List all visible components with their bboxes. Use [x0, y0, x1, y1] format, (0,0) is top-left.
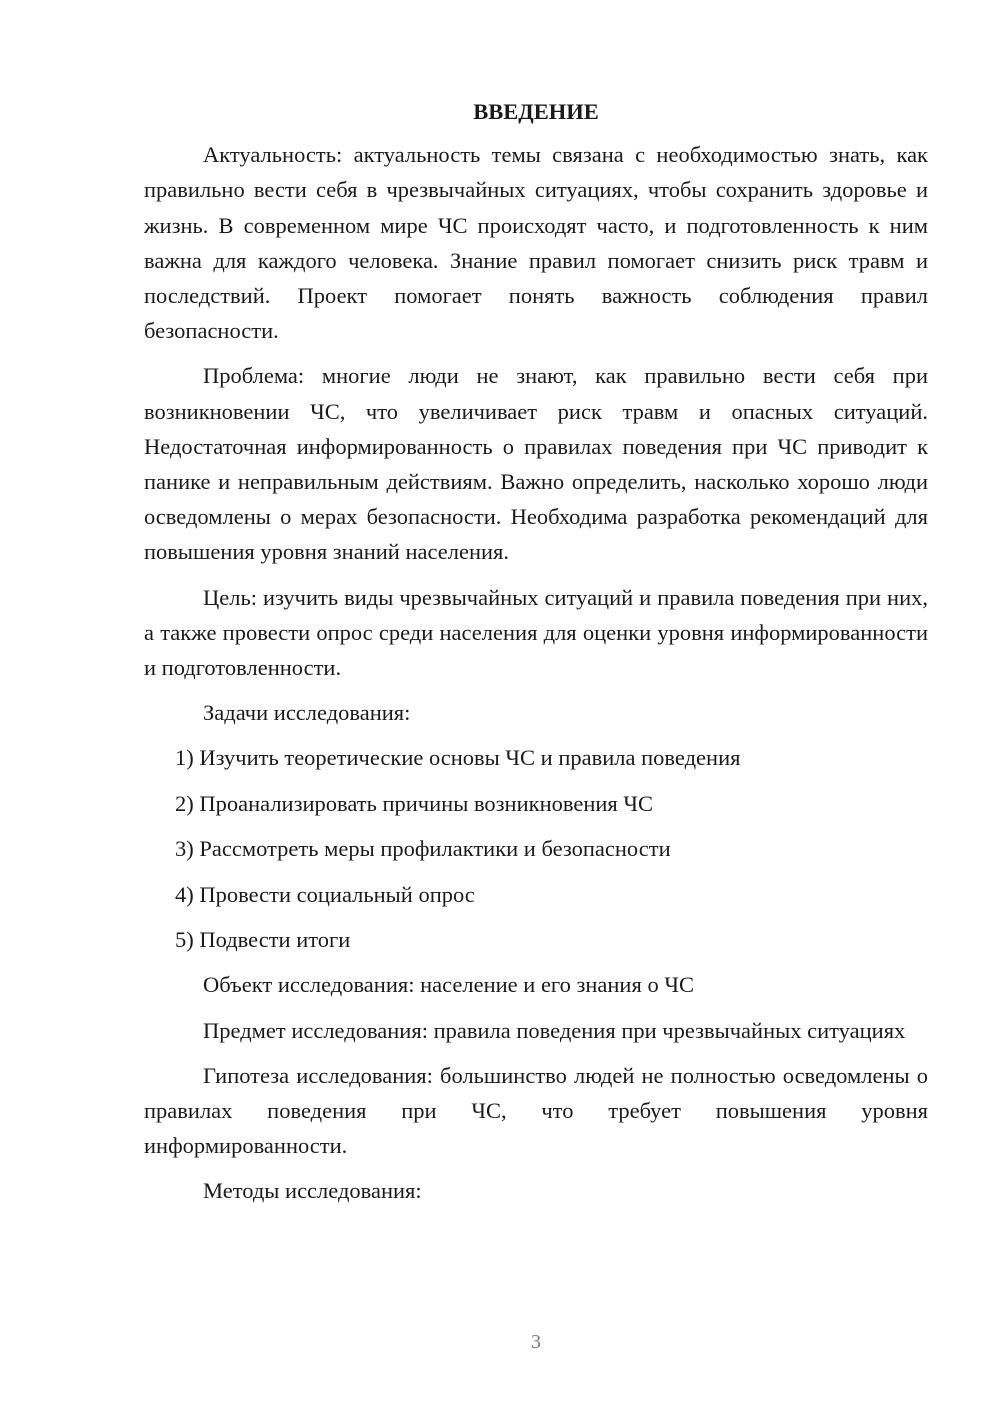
page-content: [144, 94, 928, 1219]
problem-paragraph: Проблема: многие люди не знают, как правильно вести себя при возникновении ЧС, что увеличивает риск травм и опасных ситуаций. Недостаточная информированность о правилах поведения при ЧС приводит к панике и неправильным действиям. Важно определить, насколько хорошо люди осведомлены о мерах безопасности. Необходима разработка рекомендаций для повышения уровня знаний населения.: [144, 363, 928, 565]
task-item: 2) Проанализировать причины возникновения ЧС: [175, 790, 654, 816]
hypothesis-paragraph: Гипотеза исследования: большинство людей не полностью осведомлены о правилах поведения при ЧС, что требует повышения уровня информированности.: [144, 1062, 928, 1159]
task-item: 4) Провести социальный опрос: [175, 881, 475, 907]
task-item: 3) Рассмотреть меры профилактики и безопасности: [175, 836, 671, 862]
methods-heading: Методы исследования:: [203, 1178, 422, 1204]
section-title: ВВЕДЕНИЕ: [473, 99, 599, 124]
subject-paragraph: Предмет исследования: правила поведения при чрезвычайных ситуациях: [203, 1017, 906, 1043]
object-paragraph: Объект исследования: население и его знания о ЧС: [203, 972, 694, 998]
page-number: 3: [531, 1331, 541, 1353]
relevance-paragraph: Актуальность: актуальность темы связана с необходимостью знать, как правильно вести себя в чрезвычайных ситуациях, чтобы сохранить здоровье и жизнь. В современном мире ЧС происходят часто, и подготовленность к ним важна для каждого человека. Знание правил помогает снизить риск травм и последствий. Проект помогает понять важность соблюдения правил безопасности.: [144, 142, 928, 344]
task-item: 1) Изучить теоретические основы ЧС и правила поведения: [175, 745, 741, 771]
tasks-heading: Задачи исследования:: [203, 700, 411, 726]
goal-paragraph: Цель: изучить виды чрезвычайных ситуаций и правила поведения при них, а также провести опрос среди населения для оценки уровня информированности и подготовленности.: [144, 584, 928, 681]
task-item: 5) Подвести итоги: [175, 927, 351, 953]
tasks-list: [144, 740, 928, 957]
